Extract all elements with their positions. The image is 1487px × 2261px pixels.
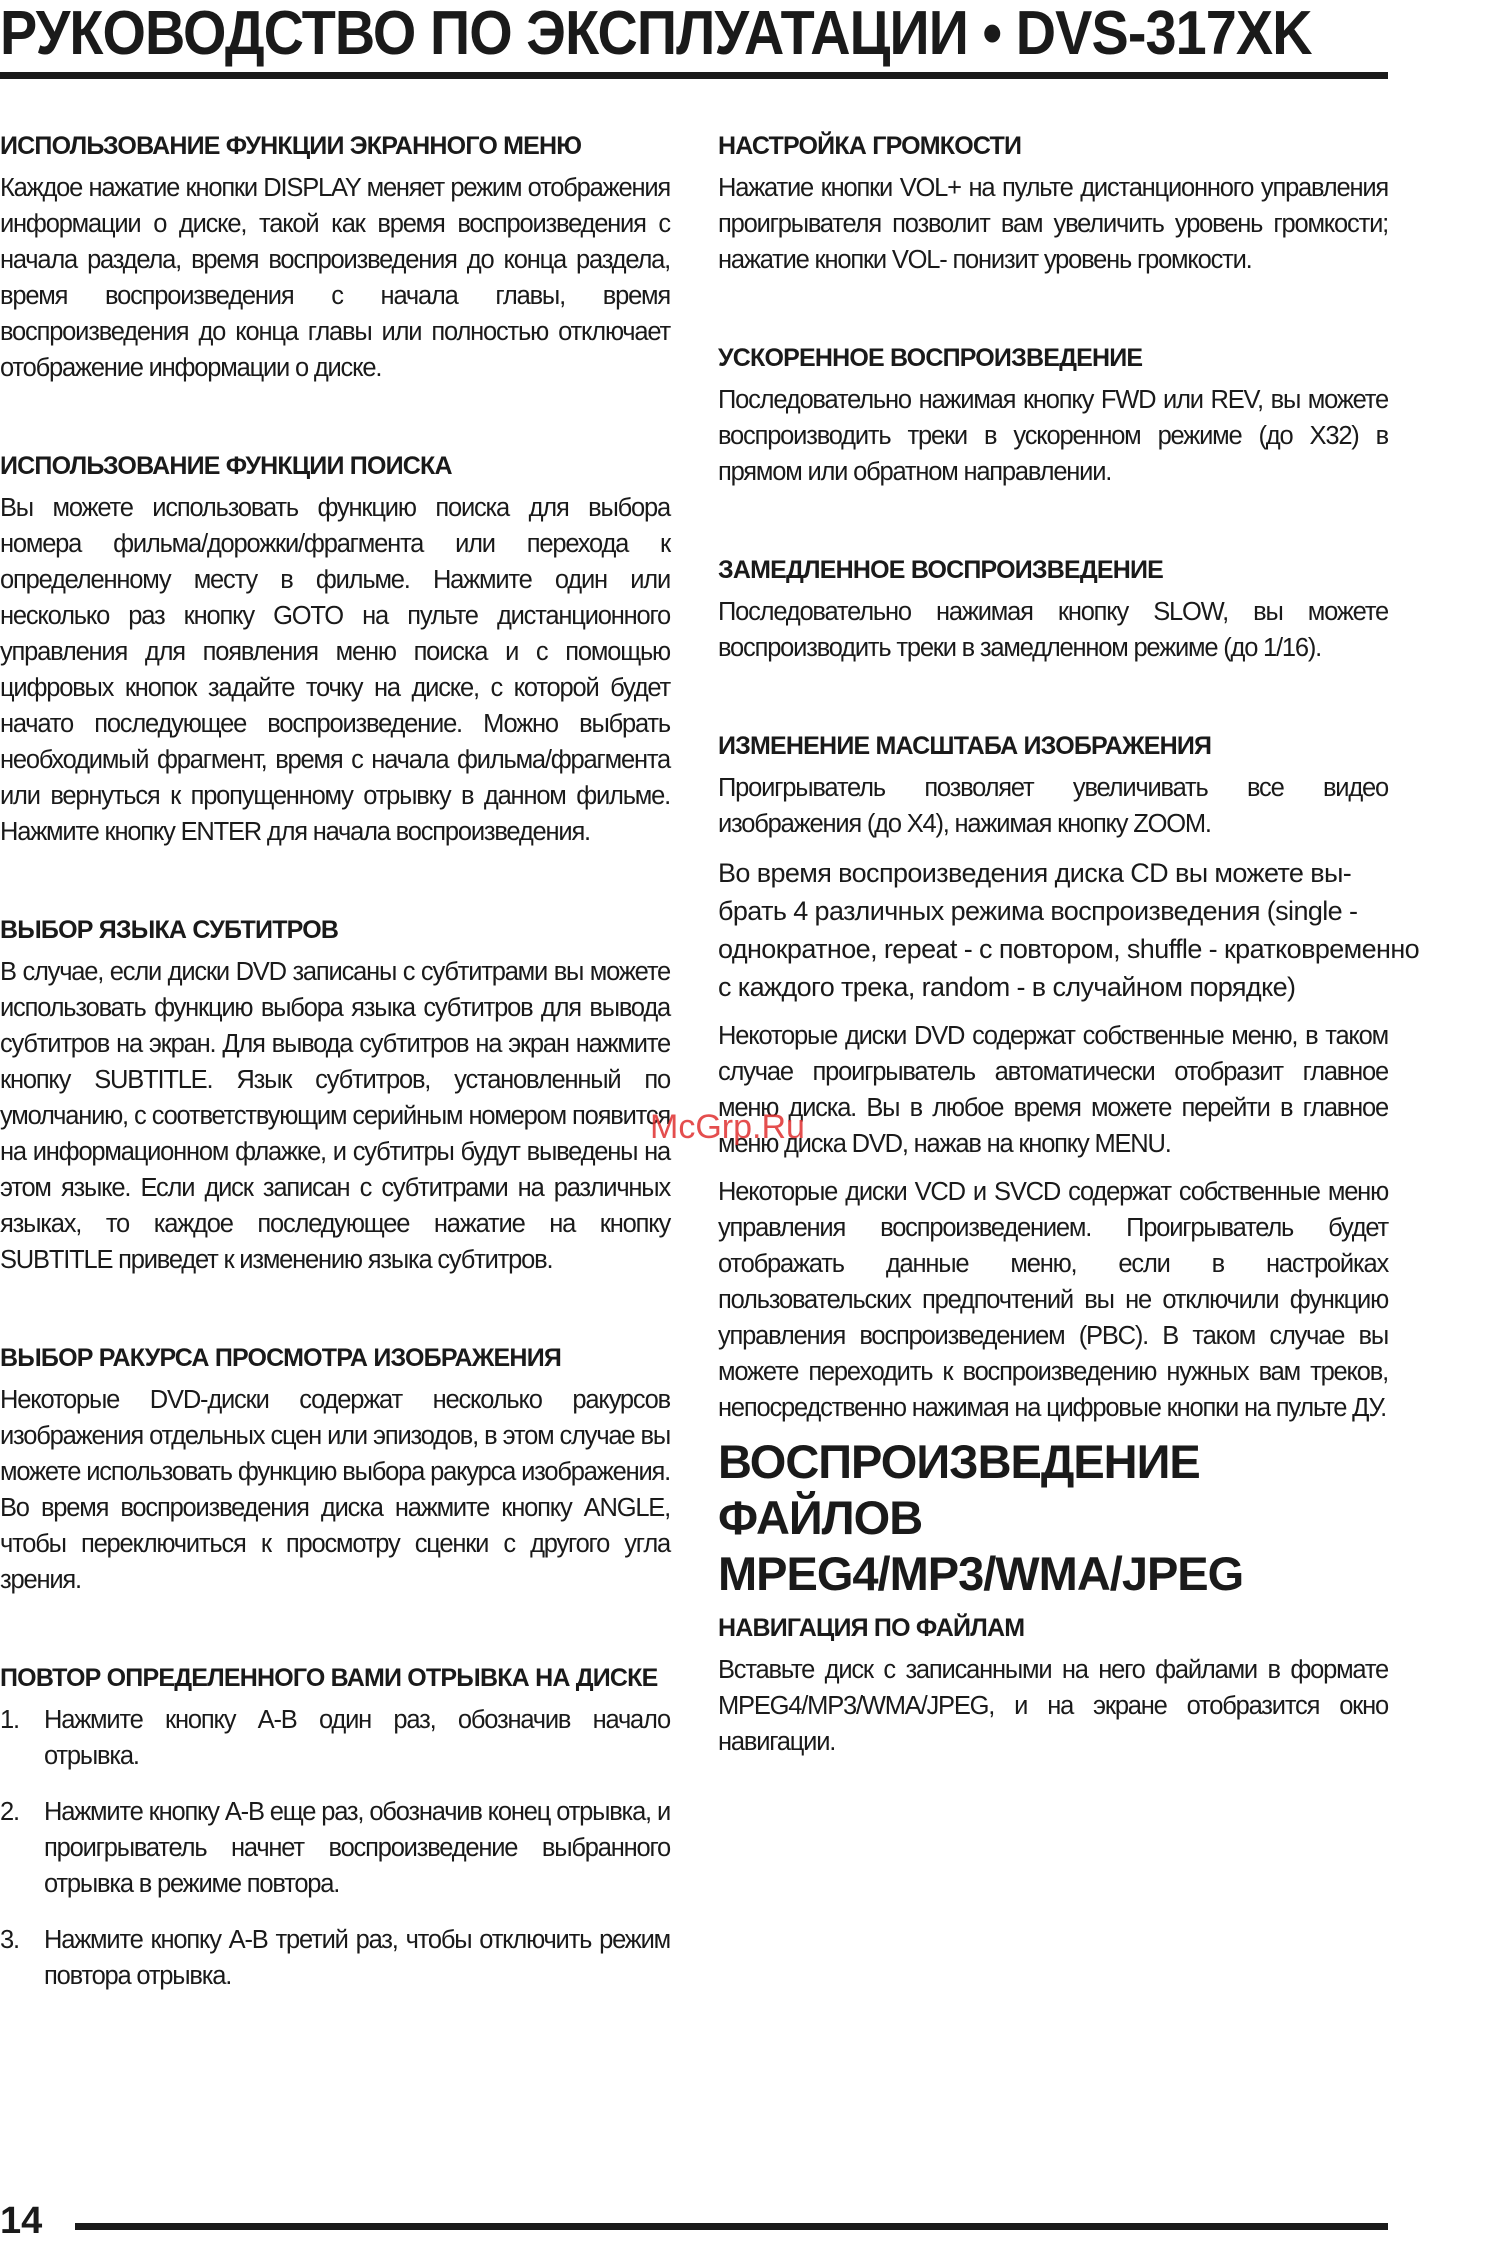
section-text: Некоторые диски VCD и SVCD содержат собственные меню управления воспроизведением. Проигрыватель будет отображать данные меню, если в настройках пользовательских предпочтений вы не отключили функцию управления воспроизведением (PBC). В таком случае вы можете переходить к воспроизведению нужных вам треков, непосредственно нажимая на цифровые кнопки на пульте ДУ. [718, 1178, 1388, 1422]
list-item-text: Нажмите кнопку A-B один раз, обозначив начало отрывка. [44, 1706, 670, 1770]
list-item [0, 1794, 670, 1902]
section-heading: ПОВТОР ОПРЕДЕЛЕННОГО ВАМИ ОТРЫВКА НА ДИСКЕ [0, 1664, 658, 1692]
section-heading: НАСТРОЙКА ГРОМКОСТИ [718, 132, 1022, 160]
list-item-text: Нажмите кнопку A-B третий раз, чтобы отключить режим повтора отрывка. [44, 1926, 670, 1990]
section-text: Некоторые диски DVD содержат собственные меню, в таком случае проигрыватель автоматически отобразит главное меню диска. Вы в любое время можете перейти в главное меню диска DVD, нажав на кнопку MENU. [718, 1022, 1388, 1158]
text-line: Во время воспроизведения диска CD вы можете вы- [718, 858, 1352, 888]
section-heading: ВЫБОР РАКУРСА ПРОСМОТРА ИЗОБРАЖЕНИЯ [0, 1344, 562, 1372]
section-text: Последовательно нажимая кнопку SLOW, вы можете воспроизводить треки в замедленном режиме (до 1/16). [718, 598, 1388, 662]
section-text: Каждое нажатие кнопки DISPLAY меняет режим отображения информации о диске, такой как время воспроизведения с начала раздела, время воспроизведения до конца раздела, время воспроизведения с начала главы, время воспроизведения до конца главы или полностью отключает отображение информации о диске. [0, 174, 670, 382]
list-item-number: 2. [0, 1798, 19, 1826]
text-line: брать 4 различных режима воспроизведения (single - [718, 896, 1358, 926]
big-heading [718, 1434, 1388, 1602]
page-number: 14 [0, 2200, 43, 2242]
section-text: Вы можете использовать функцию поиска для выбора номера фильма/дорожки/фрагмента или перехода к определенному месту в фильме. Нажмите один или несколько раз кнопку GOTO на пульте дистанционного управления для появления меню поиска и с помощью цифровых кнопок задайте точку на диске, с которой будет начато последующее воспроизведение. Можно выбрать необходимый фрагмент, время с начала фильма/фрагмента или вернуться к пропущенному отрывку в данном фильме. Нажмите кнопку ENTER для начала воспроизведения. [0, 494, 670, 846]
list-item [0, 1702, 670, 1774]
section-fast-play [718, 342, 1388, 490]
section-heading: ВЫБОР ЯЗЫКА СУБТИТРОВ [0, 916, 339, 944]
section-display-menu [0, 130, 670, 386]
section-text: Некоторые DVD-диски содержат несколько ракурсов изображения отдельных сцен или эпизодов, в этом случае вы можете использовать функцию выбора ракурса изображения. Во время воспроизведения диска нажмите кнопку ANGLE, чтобы переключиться к просмотру сценки с другого угла зрения. [0, 1386, 670, 1594]
watermark: McGrp.Ru [650, 1108, 805, 1146]
big-heading-line: ВОСПРОИЗВЕДЕНИЕ ФАЙЛОВ [718, 1435, 1200, 1544]
page-title: РУКОВОДСТВО ПО ЭКСПЛУАТАЦИИ • DVS-317XK [0, 0, 1312, 68]
big-heading-line: MPEG4/MP3/WMA/JPEG [718, 1547, 1244, 1600]
playback-modes-paragraph [718, 854, 1420, 1006]
section-slow-play [718, 554, 1388, 666]
list-item-text: Нажмите кнопку A-B еще раз, обозначив конец отрывка, и проигрыватель начнет воспроизведение выбранного отрывка в режиме повтора. [44, 1798, 670, 1898]
section-text: В случае, если диски DVD записаны с субтитрами вы можете использовать функцию выбора языка субтитров для вывода субтитров на экран. Для вывода субтитров на экран нажмите кнопку SUBTITLE. Язык субтитров, установленный по умолчанию, с соответствующим серийным номером появится на информационном флажке, и субтитры будут выведены на этом языке. Если диск записан с субтитрами на различных языках, то каждое последующее нажатие на кнопку SUBTITLE приведет к изменению языка субтитров. [0, 958, 670, 1274]
left-column [0, 130, 670, 2058]
title-divider [0, 72, 1388, 79]
text-line: с каждого трека, random - в случайном порядке) [718, 972, 1296, 1002]
section-heading: НАВИГАЦИЯ ПО ФАЙЛАМ [718, 1614, 1025, 1642]
list-item-number: 3. [0, 1926, 19, 1954]
section-text: Последовательно нажимая кнопку FWD или REV, вы можете воспроизводить треки в ускоренном режиме (до X32) в прямом или обратном направлении. [718, 386, 1388, 486]
section-text: Вставьте диск с записанными на него файлами в формате MPEG4/MP3/WMA/JPEG, и на экране отобразится окно навигации. [718, 1656, 1388, 1756]
list-item-number: 1. [0, 1706, 19, 1734]
section-search [0, 450, 670, 850]
section-angle [0, 1342, 670, 1598]
section-zoom [718, 730, 1420, 1426]
section-heading: ИЗМЕНЕНИЕ МАСШТАБА ИЗОБРАЖЕНИЯ [718, 732, 1212, 760]
section-heading: ИСПОЛЬЗОВАНИЕ ФУНКЦИИ ЭКРАННОГО МЕНЮ [0, 132, 582, 160]
repeat-steps-list [0, 1702, 670, 1994]
list-item [0, 1922, 670, 1994]
section-text: Проигрыватель позволяет увеличивать все видео изображения (до X4), нажимая кнопку ZOOM. [718, 774, 1388, 838]
section-files [718, 1434, 1388, 1760]
section-text: Нажатие кнопки VOL+ на пульте дистанционного управления проигрывателя позволит вам увеличить уровень громкости; нажатие кнопки VOL- понизит уровень громкости. [718, 174, 1388, 274]
footer-divider [75, 2223, 1388, 2230]
section-heading: ЗАМЕДЛЕННОЕ ВОСПРОИЗВЕДЕНИЕ [718, 556, 1164, 584]
section-ab-repeat [0, 1662, 670, 1994]
text-line: однократное, repeat - с повтором, shuffle - кратковременно [718, 934, 1420, 964]
section-volume [718, 130, 1388, 278]
section-heading: УСКОРЕННОЕ ВОСПРОИЗВЕДЕНИЕ [718, 344, 1143, 372]
section-heading: ИСПОЛЬЗОВАНИЕ ФУНКЦИИ ПОИСКА [0, 452, 452, 480]
section-subtitles [0, 914, 670, 1278]
right-column [718, 130, 1420, 1760]
